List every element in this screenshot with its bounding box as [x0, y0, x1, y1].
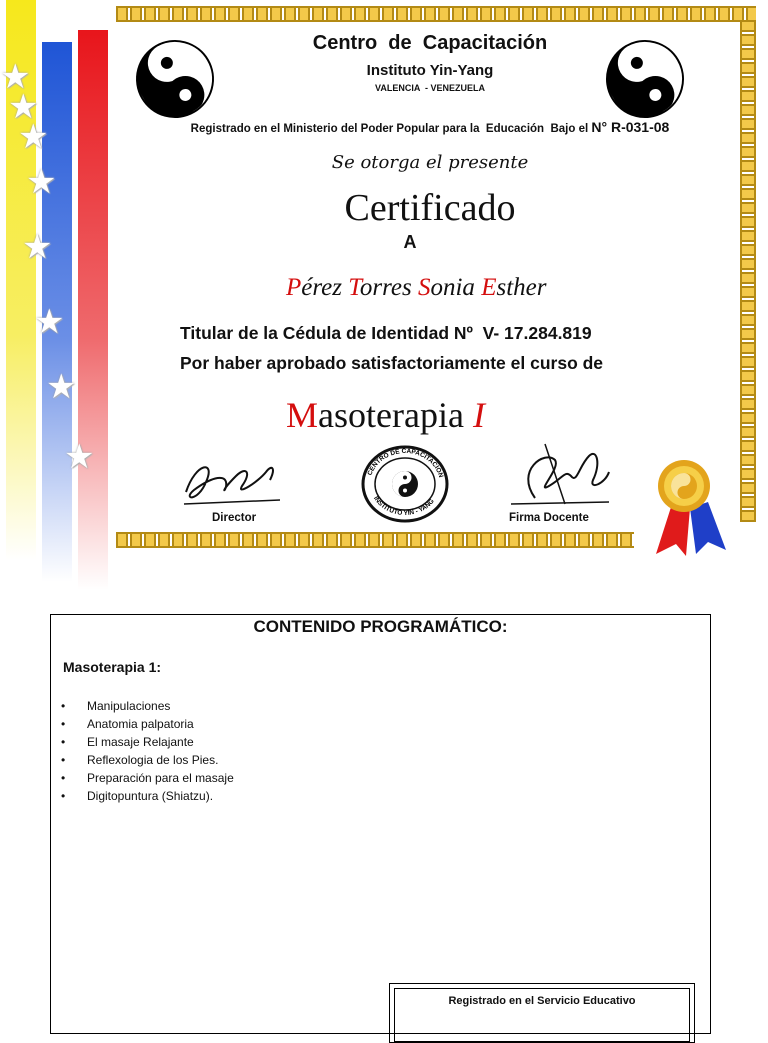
name-rest-3: onia: [430, 274, 482, 301]
teacher-label: Firma Docente: [509, 512, 589, 524]
registry-title: Registrado en el Servicio Educativo: [448, 995, 636, 1007]
list-item: • Preparación para el masaje: [61, 769, 234, 787]
star-icon: ★: [26, 162, 57, 202]
name-rest-4: sther: [496, 274, 547, 301]
course-rest: asoterapia: [318, 395, 473, 435]
star-icon: ★: [22, 227, 53, 267]
approved-line: Por haber aprobado satisfactoriamente el curso de: [180, 353, 604, 373]
course-level: I: [472, 395, 485, 435]
flag-ribbon-red: [78, 30, 108, 590]
director-signature: [176, 452, 286, 514]
list-item: • Reflexologia de los Pies.: [61, 751, 234, 769]
list-item: • El masaje Relajante: [61, 733, 234, 751]
course-name: [286, 394, 686, 436]
star-icon: ★: [46, 367, 77, 407]
registration-number: N° R-031-08: [591, 119, 670, 135]
greek-key-border-top: [116, 6, 756, 22]
id-line: Titular de la Cédula de Identidad Nº V- 17.284.819: [180, 323, 592, 343]
greek-key-border-right: [740, 22, 756, 522]
name-initial-4: E: [481, 274, 497, 301]
location: VALENCIA - VENEZUELA: [374, 83, 485, 93]
name-rest-1: érez: [301, 274, 349, 301]
star-icon: ★: [0, 57, 31, 97]
certificate-title: Certificado: [344, 187, 516, 229]
star-icon: ★: [64, 437, 95, 477]
greek-key-border-bottom: [116, 532, 634, 548]
granted-text: Se otorga el presente: [331, 152, 529, 173]
registry-box: [389, 983, 695, 1043]
name-initial-1: P: [286, 274, 302, 301]
name-initial-3: S: [417, 274, 431, 301]
course-initial: M: [286, 395, 319, 435]
name-initial-2: T: [348, 274, 360, 301]
program-subtitle: Masoterapia 1:: [63, 659, 162, 675]
org-name: Centro de Capacitación: [312, 32, 548, 54]
program-title: CONTENIDO PROGRAMÁTICO:: [253, 617, 508, 636]
director-label: Director: [212, 512, 257, 524]
list-item: • Digitopuntura (Shiatzu).: [61, 787, 234, 805]
institute-name: Instituto Yin-Yang: [366, 62, 494, 79]
registration-text: Registrado en el Ministerio del Poder Popular para la Educación Bajo el: [190, 123, 592, 135]
institute-seal: [360, 444, 450, 524]
star-icon: ★: [34, 302, 65, 342]
program-content-box: [50, 614, 711, 1034]
name-rest-2: orres: [359, 274, 418, 301]
registry-inner-box: [394, 988, 690, 1042]
program-list: [61, 697, 234, 805]
star-icon: ★: [18, 117, 49, 157]
recipient-name: [286, 274, 686, 302]
list-item: • Manipulaciones: [61, 697, 234, 715]
star-icon: ★: [8, 87, 39, 127]
seal-text-bottom: INSTITUTO YIN - YANG: [371, 495, 436, 518]
registration-line: [120, 119, 740, 135]
teacher-signature: [505, 440, 615, 512]
list-item: • Anatomia palpatoria: [61, 715, 234, 733]
to-label: A: [403, 232, 417, 252]
award-rosette-icon: [650, 458, 730, 558]
seal-text-top: CENTRO DE CAPACITACION: [366, 447, 445, 479]
